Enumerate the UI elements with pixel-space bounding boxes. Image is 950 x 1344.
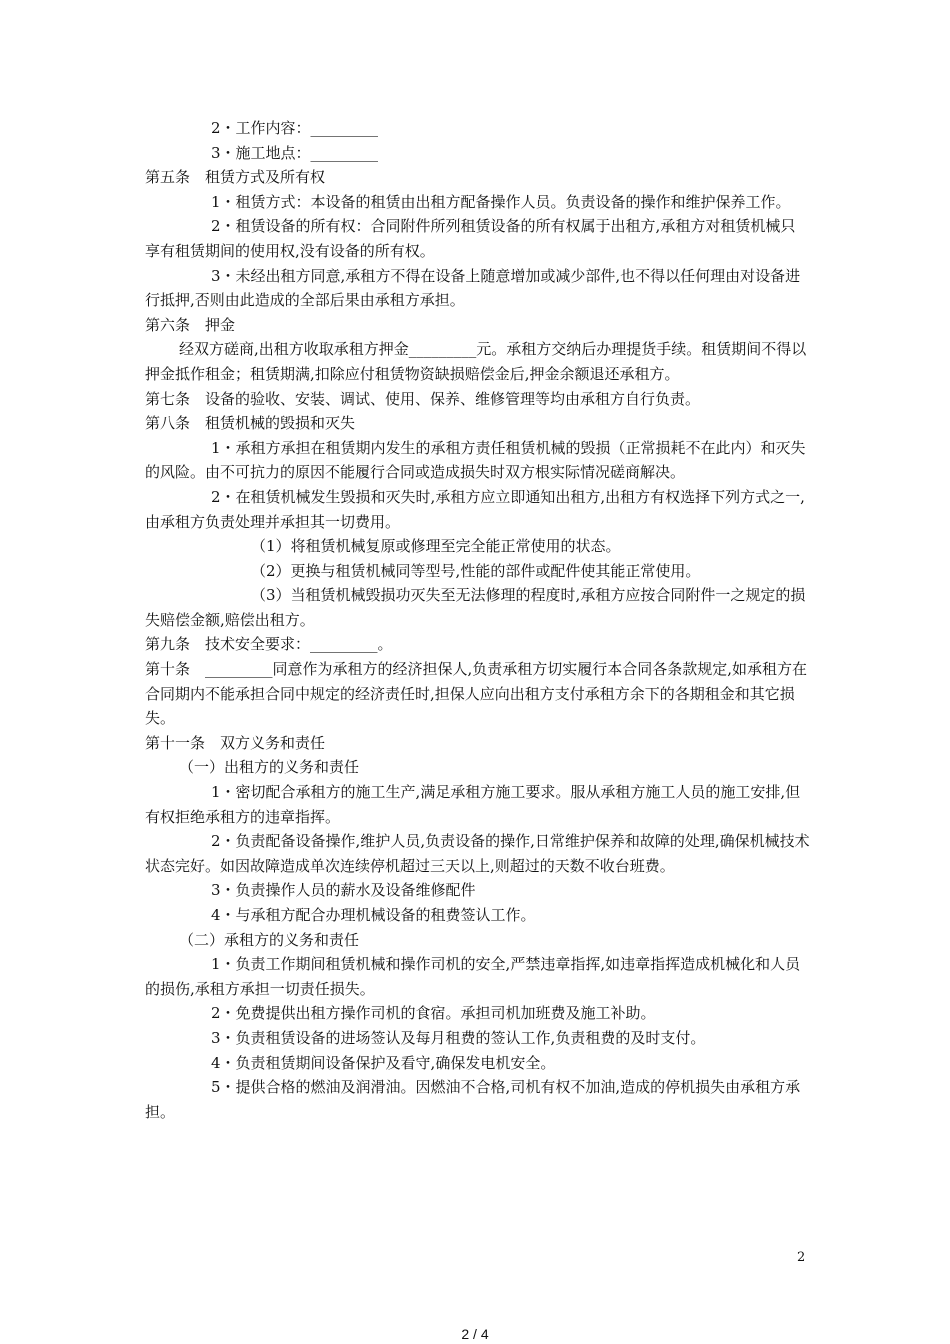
article-8-heading: 第八条 租赁机械的毁损和灭失 [145,414,356,433]
paragraph: 2・在租赁机械发生毁损和灭失时,承租方应立即通知出租方,出租方有权选择下列方式之一,由承租方负责处理并承担其一切费用。 [145,487,805,531]
article-5-heading: 第五条 租赁方式及所有权 [145,168,326,187]
article-10-paragraph: 第十条 _________同意作为承租方的经济担保人,负责承租方切实履行本合同各条款规定,如承租方在合同期内不能承担合同中规定的经济责任时,担保人应向出租方支付承租方余下的各期租金和其它损失。 [145,660,808,728]
list-item: （3）当租赁机械毁损功灭失至无法修理的程度时,承租方应按合同附件一之规定的损失赔偿金额,赔偿出租方。 [145,586,806,629]
article-9-heading: 第九条 技术安全要求：_________。 [145,635,393,654]
paragraph: 1・承租方承担在租赁期内发生的承租方责任租赁机械的毁损（正常损耗不在此内）和灭失的风险。由不可抗力的原因不能履行合同或造成损失时双方根实际情况磋商解决。 [145,438,806,482]
paragraph: 1・负责工作期间租赁机械和操作司机的安全,严禁违章指挥,如违章指挥造成机械化和人员的损伤,承租方承担一切责任损失。 [145,955,801,998]
subsection-heading: （一）出租方的义务和责任 [179,758,360,777]
paragraph: 4・负责租赁期间设备保护及看守,确保发电机安全。 [211,1053,556,1072]
article-11-heading: 第十一条 双方义务和责任 [145,733,326,752]
paragraph: 1・租赁方式：本设备的租赁由出租方配备操作人员。负责设备的操作和维护保养工作。 [211,192,791,211]
page-number: 2 [797,1250,806,1265]
paragraph: 经双方磋商,出租方收取承租方押金_________元。承租方交纳后办理提货手续。租赁期间不得以押金抵作租金；租赁期满,扣除应付租赁物资缺损赔偿金后,押金余额退还承租方。 [145,340,807,383]
paragraph: 3・负责租赁设备的进场签认及每月租费的签认工作,负责租费的及时支付。 [211,1028,706,1047]
subsection-heading: （二）承租方的义务和责任 [179,930,360,949]
paragraph: 4・与承租方配合办理机械设备的租费签认工作。 [211,906,536,924]
paragraph: 5・提供合格的燃油及润滑油。因燃油不合格,司机有权不加油,造成的停机损失由承租方承担。 [145,1078,801,1121]
document-body [145,116,810,1124]
paragraph: 1・密切配合承租方的施工生产,满足承租方施工要求。服从承租方施工人员的施工安排,但有权拒绝承租方的违章指挥。 [145,783,801,826]
article-7-heading: 第七条 设备的验收、安装、调试、使用、保养、维修管理等均由承租方自行负责。 [145,389,701,408]
paragraph: 3・负责操作人员的薪水及设备维修配件 [211,881,476,900]
paragraph: 3・未经出租方同意,承租方不得在设备上随意增加或减少部件,也不得以任何理由对设备进行抵押,否则由此造成的全部后果由承租方承担。 [145,266,801,310]
construction-site-line: 3・施工地点：_________ [211,143,379,162]
paragraph: 2・负责配备设备操作,维护人员,负责设备的操作,日常维护保养和故障的处理,确保机械技术状态完好。如因故障造成单次连续停机超过三天以上,则超过的天数不收台班费。 [145,832,810,875]
paragraph: 2・租赁设备的所有权：合同附件所列租赁设备的所有权属于出租方,承租方对租赁机械只享有租赁期间的使用权,没有设备的所有权。 [145,217,796,260]
page-indicator: 2 / 4 [461,1326,489,1342]
work-content-line: 2・工作内容：_________ [211,119,379,137]
list-item: （2）更换与租赁机械同等型号,性能的部件或配件使其能正常使用。 [251,561,701,580]
list-item: （1）将租赁机械复原或修理至完全能正常使用的状态。 [251,537,621,556]
article-6-heading: 第六条 押金 [145,315,236,334]
paragraph: 2・免费提供出租方操作司机的食宿。承担司机加班费及施工补助。 [211,1004,656,1023]
